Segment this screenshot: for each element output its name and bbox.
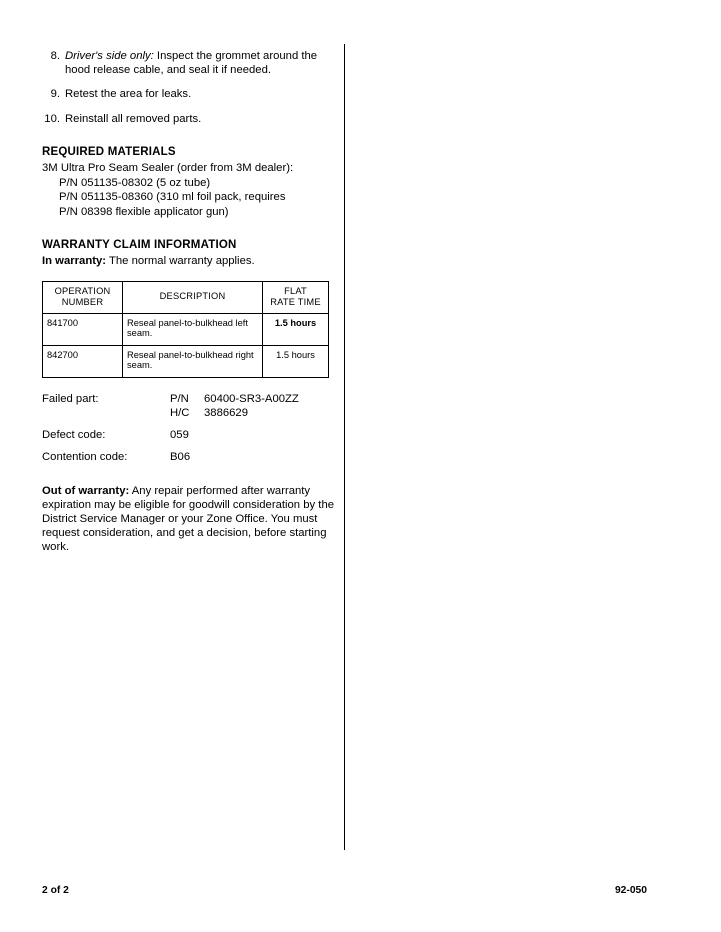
in-warranty-line <box>42 254 334 268</box>
in-warranty-text: The normal warranty applies. <box>106 254 255 267</box>
failed-part-row <box>42 392 334 406</box>
list-item <box>42 113 334 127</box>
warranty-claim-table <box>42 281 329 378</box>
cell-operation-number: 841700 <box>43 313 123 345</box>
claim-fields-block <box>42 392 334 464</box>
required-materials-intro: 3M Ultra Pro Seam Sealer (order from 3M dealer): <box>42 162 294 175</box>
header-line: RATE TIME <box>270 296 321 307</box>
procedure-step-list <box>42 50 334 126</box>
contention-code-value: B06 <box>170 450 191 463</box>
step-number: 8. <box>50 50 60 62</box>
step-number: 9. <box>50 88 60 101</box>
column-header-flat-rate-time <box>263 281 329 313</box>
material-line: P/N 08398 flexible applicator gun) <box>59 205 229 218</box>
pn-label: P/N <box>170 392 189 405</box>
material-line: P/N 051135-08360 (310 ml foil pack, requires <box>59 191 286 204</box>
material-line: P/N 051135-08302 (5 oz tube) <box>59 176 211 189</box>
header-line: NUMBER <box>61 296 104 307</box>
cell-description: Reseal panel-to-bulkhead left seam. <box>123 313 263 345</box>
out-of-warranty-text: Any repair performed after warranty expiration may be eligible for goodwill consideration by the District Service Manager or your Zone Office. You must request consideration, and get a decision, before starting work. <box>42 484 335 553</box>
document-content-column <box>42 50 334 565</box>
header-line: OPERATION <box>54 285 111 296</box>
step-body: Retest the area for leaks. <box>65 88 192 101</box>
column-header-description <box>123 281 263 313</box>
header-line: DESCRIPTION <box>159 291 226 302</box>
table-header <box>43 281 329 313</box>
in-warranty-label: In warranty: <box>42 254 107 267</box>
column-header-operation-number <box>43 281 123 313</box>
pn-value: 60400-SR3-A00ZZ <box>204 392 299 405</box>
cell-description: Reseal panel-to-bulkhead right seam. <box>123 345 263 377</box>
spacer <box>42 442 334 450</box>
defect-code-value: 059 <box>170 428 189 441</box>
step-italic-lead: Driver's side only: <box>65 50 154 62</box>
header-line: FLAT <box>284 285 307 296</box>
required-materials-heading: REQUIRED MATERIALS <box>42 146 176 159</box>
column-divider-rule <box>344 44 345 850</box>
footer-document-number: 92-050 <box>614 885 647 896</box>
step-body: Reinstall all removed parts. <box>65 112 202 125</box>
hc-row <box>42 406 334 420</box>
cell-operation-number: 842700 <box>43 345 123 377</box>
table-row <box>43 313 329 345</box>
defect-code-row <box>42 428 334 442</box>
out-of-warranty-paragraph <box>42 484 334 554</box>
defect-code-label: Defect code: <box>42 428 106 441</box>
out-of-warranty-label: Out of warranty: <box>42 484 130 497</box>
failed-part-label: Failed part: <box>42 392 99 405</box>
step-number: 10. <box>44 112 60 125</box>
hc-value: 3886629 <box>204 406 248 419</box>
required-materials-block <box>42 161 334 219</box>
step-body: Inspect the grommet around the hood release cable, and seal it if needed. <box>65 50 318 76</box>
cell-flat-rate-time: 1.5 hours <box>263 313 329 345</box>
contention-code-row <box>42 450 334 464</box>
table-header-row <box>43 281 329 313</box>
footer-page-number: 2 of 2 <box>42 885 69 896</box>
warranty-claim-heading: WARRANTY CLAIM INFORMATION <box>42 238 237 251</box>
hc-label: H/C <box>170 406 190 419</box>
cell-flat-rate-time: 1.5 hours <box>263 345 329 377</box>
contention-code-label: Contention code: <box>42 450 128 463</box>
spacer <box>42 420 334 428</box>
list-item <box>42 50 334 77</box>
step-text <box>65 50 317 76</box>
list-item <box>42 88 334 102</box>
table-row <box>43 345 329 377</box>
table-body <box>43 313 329 377</box>
